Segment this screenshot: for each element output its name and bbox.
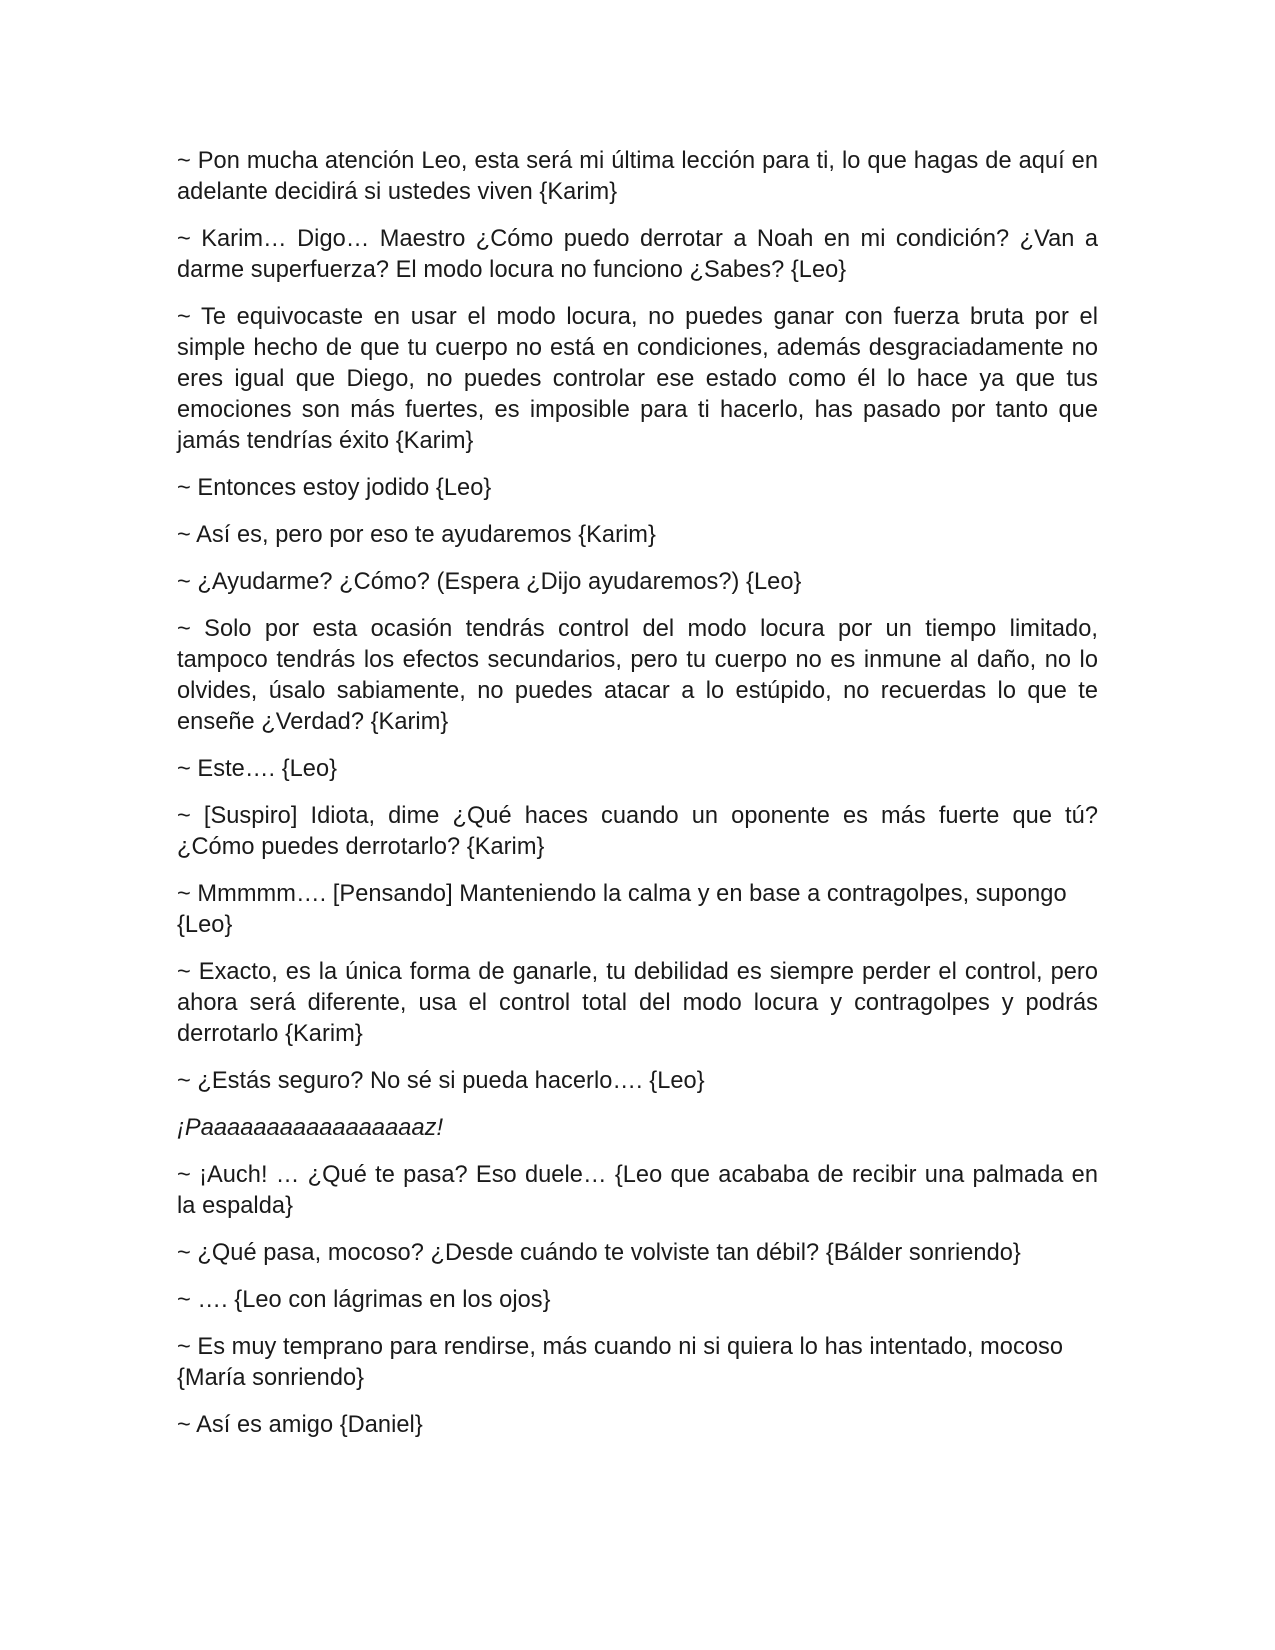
paragraph-11: ~ Exacto, es la única forma de ganarle, tu debilidad es siempre perder el control, pero ahora será diferente, usa el control total del modo locura y contragolpes y podrás derrotarlo {Karim} (177, 959, 1098, 1047)
paragraph-9: ~ [Suspiro] Idiota, dime ¿Qué haces cuando un oponente es más fuerte que tú? ¿Cómo puedes derrotarlo? {Karim} (177, 803, 1098, 860)
paragraph-6: ~ ¿Ayudarme? ¿Cómo? (Espera ¿Dijo ayudaremos?) {Leo} (177, 569, 802, 595)
paragraph-12: ~ ¿Estás seguro? No sé si pueda hacerlo…. {Leo} (177, 1068, 705, 1094)
paragraph-4: ~ Entonces estoy jodido {Leo} (177, 475, 492, 501)
paragraph-15: ~ ¿Qué pasa, mocoso? ¿Desde cuándo te volviste tan débil? {Bálder sonriendo} (177, 1240, 1021, 1266)
paragraph-3: ~ Te equivocaste en usar el modo locura, no puedes ganar con fuerza bruta por el simple hecho de que tu cuerpo no está en condiciones, además desgraciadamente no eres igual que Diego, no puedes controlar ese estado como él lo hace ya que tus emociones son más fuertes, es imposible para ti hacerlo, has pasado por tanto que jamás tendrías éxito {Karim} (177, 304, 1098, 454)
paragraph-2: ~ Karim… Digo… Maestro ¿Cómo puedo derrotar a Noah en mi condición? ¿Van a darme superfuerza? El modo locura no funciono ¿Sabes? {Leo} (177, 226, 1098, 283)
paragraph-17: ~ Es muy temprano para rendirse, más cuando ni si quiera lo has intentado, mocoso {María sonriendo} (177, 1334, 1064, 1391)
paragraph-7: ~ Solo por esta ocasión tendrás control del modo locura por un tiempo limitado, tampoco tendrás los efectos secundarios, pero tu cuerpo no es inmune al daño, no lo olvides, úsalo sabiamente, no puedes atacar a lo estúpido, no recuerdas lo que te enseñe ¿Verdad? {Karim} (177, 616, 1098, 735)
paragraph-5: ~ Así es, pero por eso te ayudaremos {Karim} (177, 522, 656, 548)
document-body (177, 146, 1098, 1457)
paragraph-16: ~ …. {Leo con lágrimas en los ojos} (177, 1287, 551, 1313)
paragraph-1: ~ Pon mucha atención Leo, esta será mi última lección para ti, lo que hagas de aquí en adelante decidirá si ustedes viven {Karim} (177, 148, 1098, 205)
paragraph-14: ~ ¡Auch! … ¿Qué te pasa? Eso duele… {Leo que acababa de recibir una palmada en la espalda} (177, 1162, 1098, 1219)
paragraph-10: ~ Mmmmm…. [Pensando] Manteniendo la calma y en base a contragolpes, supongo {Leo} (177, 881, 1067, 938)
paragraph-13-sound-effect: ¡Paaaaaaaaaaaaaaaaaz! (177, 1115, 444, 1141)
paragraph-18: ~ Así es amigo {Daniel} (177, 1412, 423, 1438)
paragraph-8: ~ Este…. {Leo} (177, 756, 338, 782)
